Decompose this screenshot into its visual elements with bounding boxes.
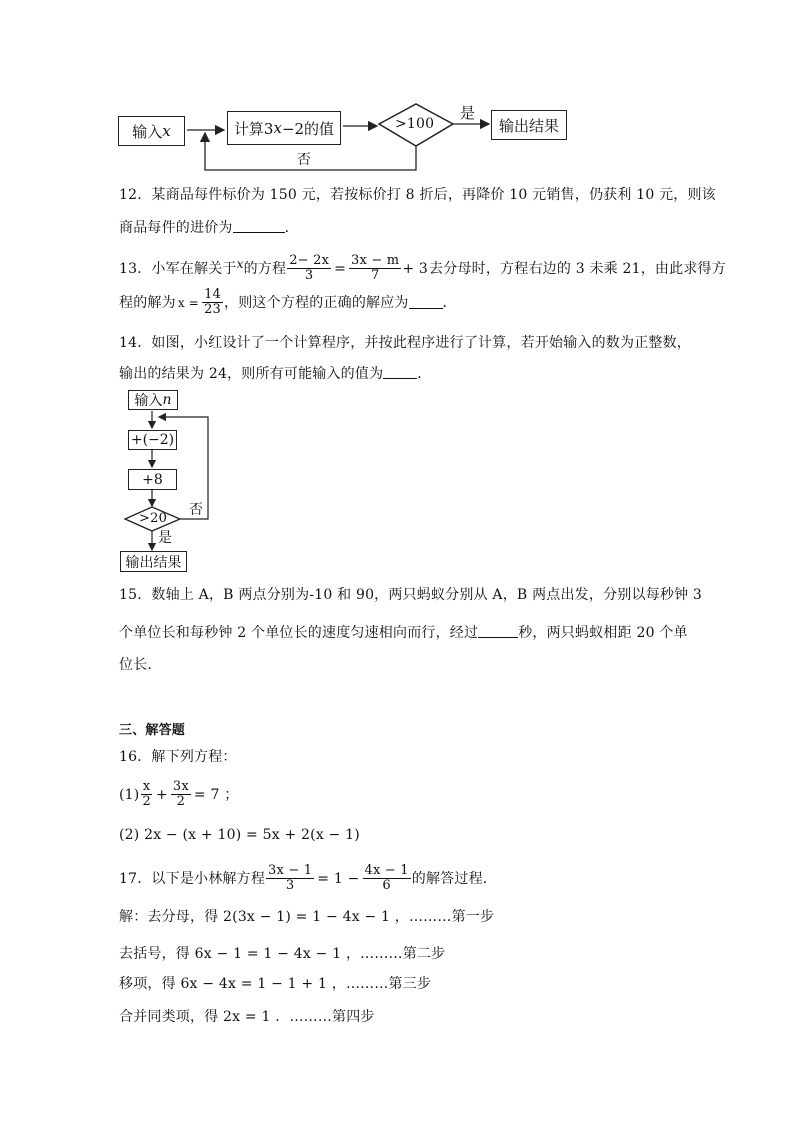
q14-line2	[119, 366, 431, 381]
q17-frac1-num: 3x − 1	[268, 863, 313, 878]
q13-fraction-3	[202, 288, 223, 318]
q13-frac3-den: 23	[204, 302, 222, 318]
flow1-compute-var: x	[273, 119, 282, 137]
q17-step1: 解：去分母，得 2(3x − 1) = 1 − 4x − 1 ，………第一步	[119, 909, 495, 925]
q17-frac2-den: 6	[382, 878, 391, 894]
flow1-compute-box	[227, 111, 341, 145]
flow2-step2-box	[128, 469, 177, 490]
q13-frac3-num: 14	[204, 287, 222, 302]
q13-plus3: + 3	[402, 260, 429, 277]
q16-title: 16．解下列方程：	[119, 749, 237, 765]
q15-line1: 15．数轴上 A，B 两点分别为-10 和 90，两只蚂蚁分别从 A，B 两点出发，分别以每秒钟 3	[119, 587, 703, 603]
flow1-input-box	[118, 116, 185, 146]
q16-p1-label: (1)	[119, 786, 140, 803]
q13-line2-prefix: 程的解为	[119, 294, 176, 311]
q14-line2-end: ．	[417, 366, 432, 382]
q17-frac2-num: 4x − 1	[364, 863, 409, 878]
q13-mid: 的方程	[243, 260, 287, 277]
q16-p1-rest: = 7 ；	[193, 786, 239, 803]
q13-frac2-den: 7	[370, 268, 380, 284]
q15-line2-prefix: 个单位长和每秒钟 2 个单位长的速度匀速相向而行，经过	[119, 625, 479, 641]
q13-line2-x: x =	[177, 295, 200, 310]
flow2-step2-label: +8	[142, 471, 163, 488]
q13-var: x	[236, 256, 244, 271]
q13-line2	[119, 288, 457, 318]
q13-answer-blank[interactable]	[409, 296, 443, 309]
q17-fraction-1	[266, 864, 314, 894]
q15-line2-suffix: 秒，两只蚂蚁相距 20 个单	[518, 625, 688, 641]
flow1-output-label: 输出结果	[498, 116, 559, 135]
flow2-input-var: n	[162, 392, 172, 408]
flow2-condition-label: >20	[139, 511, 168, 526]
q13-frac1-den: 3	[304, 268, 314, 284]
q12-line1: 12．某商品每件标价为 150 元，若按标价打 8 折后，再降价 10 元销售，仍获利 10 元，则该	[119, 187, 716, 203]
flow1-input-label: 输入	[132, 122, 163, 141]
q13-frac1-num: 2− 2x	[289, 253, 330, 268]
q14-answer-blank[interactable]	[383, 366, 417, 379]
q16-p1-frac1-den: 2	[142, 794, 151, 810]
q12-line2-prefix: 商品每件的进价为	[119, 220, 233, 236]
q13-line2-suffix: ，则这个方程的正确的解应为	[224, 294, 409, 311]
q15-answer-blank[interactable]	[478, 625, 518, 638]
flow2-input-label: 输入	[134, 393, 163, 409]
flow2-yes-label: 是	[158, 530, 173, 546]
q16-p1-frac2-den: 2	[176, 794, 186, 810]
q16-p1-plus: +	[155, 786, 168, 803]
flowchart-1	[0, 0, 794, 180]
q12-line2-suffix: ．	[284, 220, 299, 236]
flow2-output-box	[120, 551, 187, 572]
q12-line2	[119, 220, 299, 235]
flow1-input-var: x	[162, 122, 171, 140]
flow2-step1-box	[128, 430, 177, 450]
q13-line1	[119, 254, 726, 284]
q13-eq: =	[334, 260, 347, 277]
q16-part1	[119, 780, 238, 810]
flowchart-2	[0, 380, 794, 580]
q16-p1-fraction-1	[140, 780, 152, 810]
q17-frac1-den: 3	[285, 878, 295, 894]
flow1-no-label: 否	[297, 152, 312, 168]
q15-line3: 位长.	[119, 657, 153, 673]
q17-fraction-2	[363, 864, 411, 894]
flow1-yes-label: 是	[460, 104, 476, 122]
flow1-compute-suffix: −2的值	[281, 119, 335, 138]
q17-mid: = 1 −	[317, 870, 360, 887]
flow2-output-label: 输出结果	[125, 554, 182, 571]
q17-step4: 合并同类项，得 2x = 1 ．………第四步	[119, 1009, 375, 1025]
flow1-compute-prefix: 计算3	[233, 119, 274, 138]
q13-fraction-2	[349, 254, 401, 284]
q13-line2-end: ．	[442, 294, 457, 311]
q14-line2-prefix: 输出的结果为 24，则所有可能输入的值为	[119, 366, 384, 382]
flow1-output-box	[491, 110, 567, 140]
q13-suffix: 去分母时，方程右边的 3 未乘 21，由此求得方	[429, 260, 726, 277]
q17-step3: 移项，得 6x − 4x = 1 − 1 + 1 ，………第三步	[119, 976, 432, 992]
q16-part2: (2) 2x − (x + 10) = 5x + 2(x − 1)	[119, 827, 360, 843]
q17-header	[119, 864, 497, 894]
q17-step2: 去括号，得 6x − 1 = 1 − 4x − 1 ，………第二步	[119, 946, 446, 962]
q12-answer-blank[interactable]	[233, 220, 285, 233]
q16-p1-fraction-2	[171, 780, 191, 810]
flow2-input-box	[128, 390, 178, 410]
q16-p1-frac1-num: x	[142, 779, 151, 794]
q15-line2	[119, 625, 688, 640]
q14-line1: 14．如图，小红设计了一个计算程序，并按此程序进行了计算，若开始输入的数为正整数，	[119, 335, 692, 351]
q17-suffix: 的解答过程．	[411, 870, 497, 887]
q17-prefix: 17．以下是小林解方程	[119, 870, 266, 887]
section-3-title: 三、解答题	[119, 723, 186, 738]
q16-p1-frac2-num: 3x	[172, 779, 189, 794]
flow1-condition-label: >100	[395, 116, 435, 132]
q13-frac2-num: 3x − m	[351, 253, 400, 268]
q13-prefix: 13．小军在解关于	[119, 260, 237, 277]
q13-fraction-1	[287, 254, 331, 284]
flow2-step1-label: +(−2)	[130, 432, 175, 448]
flow2-no-label: 否	[189, 502, 204, 518]
